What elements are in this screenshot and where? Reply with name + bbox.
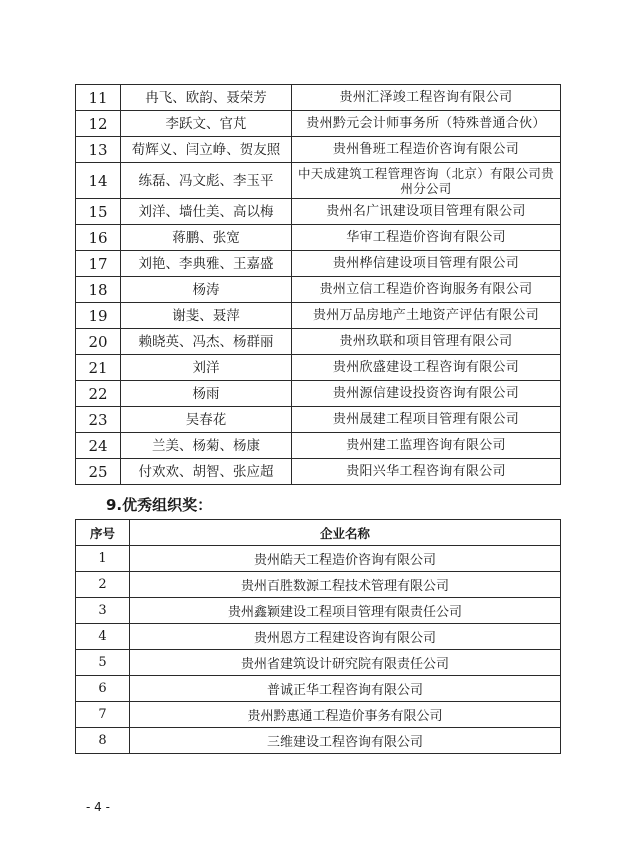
row-number: 21	[76, 355, 121, 381]
table-row	[76, 199, 561, 225]
row-number: 24	[76, 433, 121, 459]
row-number: 8	[76, 728, 130, 754]
table-row	[76, 251, 561, 277]
row-number: 17	[76, 251, 121, 277]
table-row	[76, 277, 561, 303]
person-names: 蒋鹏、张宽	[121, 225, 292, 251]
table-row	[76, 303, 561, 329]
company-name: 贵州名广讯建设项目管理有限公司	[292, 199, 561, 225]
table-row	[76, 546, 561, 572]
row-number: 4	[76, 624, 130, 650]
organization-award-table	[75, 519, 561, 754]
company-name: 贵州黔惠通工程造价事务有限公司	[130, 702, 561, 728]
row-number: 2	[76, 572, 130, 598]
table-row	[76, 329, 561, 355]
company-name: 贵州立信工程造价咨询服务有限公司	[292, 277, 561, 303]
company-name: 贵州百胜数源工程技术管理有限公司	[130, 572, 561, 598]
company-name: 贵州桦信建设项目管理有限公司	[292, 251, 561, 277]
person-names: 刘艳、李典雅、王嘉盛	[121, 251, 292, 277]
company-name: 贵州汇泽竣工程咨询有限公司	[292, 85, 561, 111]
table-row	[76, 728, 561, 754]
person-names: 练磊、冯文彪、李玉平	[121, 163, 292, 199]
table-row	[76, 137, 561, 163]
company-name: 贵州鑫颖建设工程项目管理有限责任公司	[130, 598, 561, 624]
company-name: 贵州鲁班工程造价咨询有限公司	[292, 137, 561, 163]
row-number: 15	[76, 199, 121, 225]
company-name: 普诚正华工程咨询有限公司	[130, 676, 561, 702]
person-names: 荀辉义、闫立峥、贺友照	[121, 137, 292, 163]
table-row	[76, 598, 561, 624]
person-names: 李跃文、官芃	[121, 111, 292, 137]
table-row	[76, 407, 561, 433]
page-number: - 4 -	[86, 800, 110, 814]
table-row	[76, 355, 561, 381]
row-number: 16	[76, 225, 121, 251]
row-number: 22	[76, 381, 121, 407]
table-row	[76, 85, 561, 111]
table-row	[76, 433, 561, 459]
row-number: 12	[76, 111, 121, 137]
table-row	[76, 572, 561, 598]
company-name: 贵州万品房地产土地资产评估有限公司	[292, 303, 561, 329]
company-name: 中天成建筑工程管理咨询（北京）有限公司贵州分公司	[292, 163, 561, 199]
person-names: 付欢欢、胡智、张应超	[121, 459, 292, 485]
company-name: 贵阳兴华工程咨询有限公司	[292, 459, 561, 485]
row-number: 23	[76, 407, 121, 433]
award-winners-table	[75, 84, 561, 485]
row-number: 5	[76, 650, 130, 676]
company-name: 贵州黔元会计师事务所（特殊普通合伙）	[292, 111, 561, 137]
company-name: 三维建设工程咨询有限公司	[130, 728, 561, 754]
column-header-company: 企业名称	[130, 520, 561, 546]
person-names: 杨涛	[121, 277, 292, 303]
table-row	[76, 225, 561, 251]
section-heading: 9.优秀组织奖：	[106, 496, 213, 514]
person-names: 谢斐、聂萍	[121, 303, 292, 329]
row-number: 19	[76, 303, 121, 329]
row-number: 11	[76, 85, 121, 111]
table-row	[76, 702, 561, 728]
row-number: 3	[76, 598, 130, 624]
row-number: 18	[76, 277, 121, 303]
table-row	[76, 381, 561, 407]
row-number: 25	[76, 459, 121, 485]
table-row	[76, 459, 561, 485]
table-row	[76, 111, 561, 137]
row-number: 13	[76, 137, 121, 163]
row-number: 20	[76, 329, 121, 355]
person-names: 刘洋	[121, 355, 292, 381]
company-name: 华审工程造价咨询有限公司	[292, 225, 561, 251]
table-row	[76, 650, 561, 676]
table-row	[76, 624, 561, 650]
company-name: 贵州建工监理咨询有限公司	[292, 433, 561, 459]
person-names: 冉飞、欧韵、聂荣芳	[121, 85, 292, 111]
table-row	[76, 163, 561, 199]
row-number: 14	[76, 163, 121, 199]
person-names: 吴春花	[121, 407, 292, 433]
company-name: 贵州玖联和项目管理有限公司	[292, 329, 561, 355]
row-number: 1	[76, 546, 130, 572]
company-name: 贵州欣盛建设工程咨询有限公司	[292, 355, 561, 381]
company-name: 贵州皓天工程造价咨询有限公司	[130, 546, 561, 572]
person-names: 杨雨	[121, 381, 292, 407]
row-number: 7	[76, 702, 130, 728]
company-name: 贵州晟建工程项目管理有限公司	[292, 407, 561, 433]
table-row	[76, 676, 561, 702]
company-name: 贵州省建筑设计研究院有限责任公司	[130, 650, 561, 676]
table-header-row	[76, 520, 561, 546]
row-number: 6	[76, 676, 130, 702]
company-name: 贵州恩方工程建设咨询有限公司	[130, 624, 561, 650]
column-header-number: 序号	[76, 520, 130, 546]
company-name: 贵州源信建设投资咨询有限公司	[292, 381, 561, 407]
person-names: 刘洋、墙仕美、高以梅	[121, 199, 292, 225]
person-names: 赖晓英、冯杰、杨群丽	[121, 329, 292, 355]
person-names: 兰美、杨菊、杨康	[121, 433, 292, 459]
